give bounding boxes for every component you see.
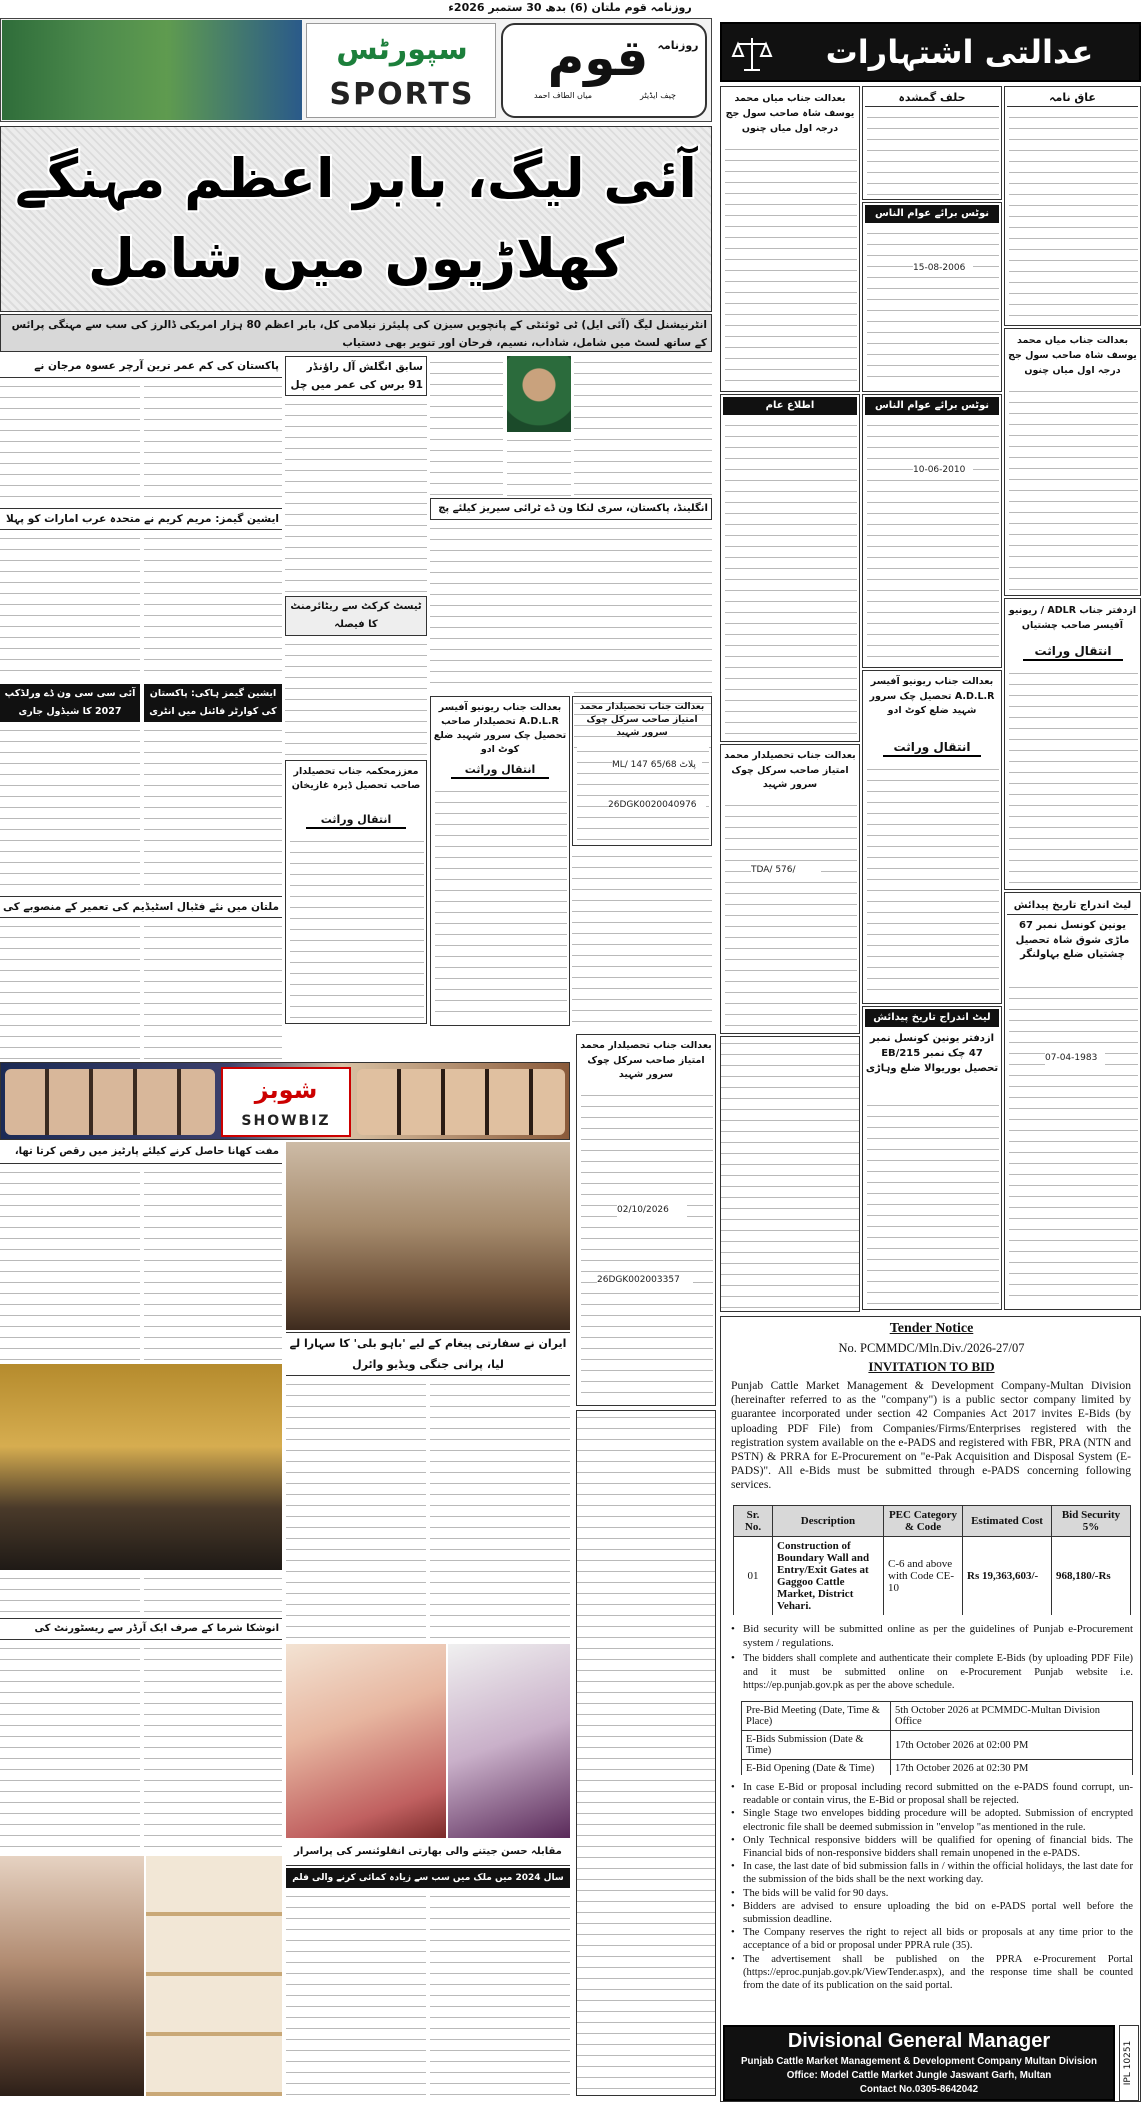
showbiz-col-b [144, 1166, 282, 1362]
tender-footer-contact: Contact No.0305-8642042 [859, 2084, 979, 2095]
showbiz-story-title-4: مقابلہ حسن جیتنے والی بھارتی انفلوئنسر کی پراسرار [286, 1840, 570, 1866]
notice-sub: انتقال وراثت [1023, 641, 1123, 661]
tender-bullet-text: The advertisement shall be published on the PPRA e-Procurement Portal (https://eproc.punjab.gov.pk/ViewTender.aspx), and the response time shall be counted from the date of its publication on the said portal. [743, 1953, 1133, 1992]
th-pec: PEC Category & Code [884, 1506, 963, 1537]
sports-col-k [0, 724, 140, 892]
showbiz-label-urdu: شوبز [254, 1076, 318, 1104]
tender-bullet: • The Company reserves the right to reject all bids or proposals at any time prior to the acceptance of a bid or proposal under PPRA rule (35). [731, 1927, 1133, 1952]
notice-title: بعدالت جناب میاں محمد یوسف شاہ صاحب سول جج درجہ اول میاں چنوں [1008, 335, 1137, 376]
main-headline: آئی لیگ، بابر اعظم مہنگے کھلاڑیوں میں شامل [15, 147, 697, 290]
sports-col-b [430, 356, 503, 496]
sports-col-e [285, 398, 427, 594]
tender-bullet: • In case E-Bid or proposal including record submitted on the e-PADS found corrupt, un-readable or contain virus, the E-Bid or proposal shall be rejected. [731, 1782, 1133, 1807]
notice-continuation-col [576, 1410, 716, 2096]
sports-col-l [285, 638, 427, 756]
sports-label-en: SPORTS [329, 77, 475, 112]
showbiz-col-g [0, 1642, 140, 1852]
notice-body [1009, 667, 1138, 885]
notice-code-d: 26DGK002003357 [597, 1275, 693, 1287]
masthead-chief-editor-name: میاں الطاف احمد [533, 91, 593, 100]
dateline: روزنامہ قوم ملتان (6) بدھ 30 ستمبر 2026ء [448, 1, 692, 14]
sports-area-notice-2 [285, 760, 427, 1024]
showbiz-col-j [430, 1890, 570, 2095]
baahubali-photo [286, 1142, 570, 1330]
notice-code-b: 26DGK0020040976 [608, 800, 706, 812]
showbiz-banner [0, 1062, 570, 1140]
tender-bullet: • Only Technical responsive bidders will be qualified for opening of financial bids. The Financial bids of non-responsive bidders shall remain unopened in the e-PADS. [731, 1834, 1133, 1860]
showbiz-story-title-3: انوشکا شرما کے صرف ایک آرڈر سے ریسٹورنٹ کی [0, 1618, 282, 1640]
notice-body [581, 1089, 713, 1401]
story-title-worldcup: آئی سی سی ون ڈے ورلڈکپ 2027 کا شیڈول جاری [0, 684, 140, 722]
notice-adlr-chishtian [1004, 598, 1141, 890]
masthead-paper-name: قوم [547, 29, 649, 87]
tender-bullets-b [731, 1781, 1133, 2029]
tender-bullet-text: Only Technical responsive bidders will be qualified for opening of financial bids. The Financial bids of non-responsive bidders shall remain unopened in the e-PADS. [743, 1834, 1133, 1860]
notice-body [435, 785, 567, 1021]
schedule-value: 5th October 2026 at PCMMDC-Multan Division Office [891, 1702, 1133, 1731]
sports-col-d [430, 522, 712, 692]
td-estimated-cost: Rs 19,363,603/- [963, 1537, 1052, 1616]
schedule-label: E-Bid Opening (Date & Time) [742, 1760, 891, 1776]
masthead-logo [501, 23, 707, 118]
sports-col-n [0, 920, 140, 1060]
th-estimated-cost: Estimated Cost [963, 1506, 1052, 1537]
tender-footer-office: Office: Model Cattle Market Jungle Jaswant Garh, Multan [786, 2070, 1052, 2081]
notice-body [867, 763, 999, 999]
notice-title: عاق نامہ [1007, 89, 1138, 107]
tender-bullet: • In case, the last date of bid submission falls in / within the official holidays, the last date for the submission of the bids shall be the next working day. [731, 1861, 1133, 1886]
notice-title: لیٹ اندراج تاریخ پیدائش [865, 1009, 999, 1027]
tender-ref: No. PCMMDC/Mln.Div./2026-27/07 [838, 1341, 1025, 1355]
choreographer-photo [0, 1364, 282, 1570]
tender-table [733, 1505, 1131, 1615]
notice-title: بعدالت جناب ریونیو آفیسر A.D.L.R تحصیل چک سرور شہید ضلع کوٹ ادو [869, 676, 995, 716]
tender-bullet-text: The bidders shall complete and authenticate their complete E-Bids (by uploading PDF File) and it must be submitted online on e-Procurement Punjab website i.e. https://ep.punjab.gov.pk as per the above schedule. [743, 1653, 1133, 1691]
sub-headline: انٹرنیشنل لیگ (آئی ایل) ٹی ٹوئنٹی کے پانچویں سیزن کی پلیئرز نیلامی کل، بابر اعظم 80 ہزار امریکی ڈالرز کی سب سے مہنگی پرائس کے ساتھ لسٹ میں شامل، شاداب، نسیم، فرحان اور تنویر بھی دستیاب [0, 314, 712, 352]
schedule-row [742, 1760, 1133, 1776]
showbiz-col-e [0, 1572, 140, 1616]
tender-bullet-text: In case, the last date of bid submission falls in / within the official holidays, the last date for the submission of the bids shall be the next working day. [743, 1861, 1133, 1886]
td-bid-security: 968,180/-Rs [1052, 1537, 1131, 1616]
tender-intro: Punjab Cattle Market Management & Development Company-Multan Division (hereinafter referred to as the "company") is a public sector company limited by guarantee incorporated under section 42 Companies Act 2017 invites E-Bids (by uploading PDF File) from Companies/Firms/Enterprises registered with the registration system available on the e-PADS and registered with FBR, PRA (NTN and PSTN) & PRRA for E-Procurement on "e-Pak Acquisition and Disposal System (E-PADS)". All e-Bids must be submitted through e-PADS concerning following services. [731, 1379, 1131, 1492]
showbiz-col-c [286, 1378, 426, 1642]
notice-date-h: 07-04-1983 [1045, 1053, 1105, 1065]
story-title-hockey: ایشین گیمز ہاکی: پاکستان کی کوارٹر فائنل میں انٹری [144, 684, 282, 722]
tender-bullet: • The bids will be valid for 90 days. [731, 1887, 1133, 1900]
influencer-photo-right [448, 1644, 570, 1838]
notice-body [867, 227, 999, 387]
ipl-code-text: IPL 10251 [1123, 2040, 1133, 2086]
notice-title: نوٹس برائے عوام الناس [865, 205, 999, 223]
sports-col-h [0, 532, 140, 680]
tender-subtitle: INVITATION TO BID [868, 1359, 995, 1374]
notice-body [867, 111, 999, 195]
restaurant-food-photo [146, 1856, 282, 2096]
notice-body [867, 1099, 999, 1305]
notice-civil-judge-2 [720, 86, 860, 392]
notice-title: بعدالت جناب میاں محمد یوسف شاہ صاحب سول جج درجہ اول میاں چنوں [725, 93, 855, 134]
th-description: Description [773, 1506, 884, 1537]
story-title-english-allrounder: سابق انگلش آل راؤنڈر 91 برس کی عمر میں چل [285, 356, 427, 396]
notice-title: بعدالت جناب تحصیلدار محمد امتیاز صاحب سرکل چوک سرور شہید [580, 1040, 712, 1080]
td-sr: 01 [734, 1537, 773, 1616]
celebrity-faces-right [357, 1069, 565, 1135]
notice-date-f: 15-08-2006 [913, 263, 973, 275]
notice-tehsildar-col-continued [720, 1036, 860, 1312]
sports-section-label [306, 23, 496, 118]
tender-bullet: • The advertisement shall be published on the PPRA e-Procurement Portal (https://eproc.punjab.gov.pk/ViewTender.aspx), and the response time shall be counted from the date of its publication on the said portal. [731, 1953, 1133, 1992]
tender-footer-title: Divisional General Manager [787, 2030, 1051, 2052]
notice-late-birth-2 [862, 1006, 1002, 1310]
showbiz-col-d [430, 1378, 570, 1642]
main-headline-box [0, 126, 712, 312]
tender-bullet-text: The Company reserves the right to reject all bids or proposals at any time prior to the acceptance of a bid or proposal under PPRA rule (35). [743, 1927, 1133, 1952]
notice-body [290, 835, 424, 1019]
notice-public-2 [862, 394, 1002, 668]
td-description: Construction of Boundary Wall and Entry/Exit Gates at Gaggoo Cattle Market, District Vehari. [773, 1537, 884, 1616]
notice-tehsildar-2 [576, 1034, 716, 1406]
sports-col-i [144, 532, 282, 680]
notice-title: بعدالت جناب ریونیو آفیسر A.D.L.R تحصیلدار صاحب تحصیل چک سرور شہید ضلع کوٹ ادو [433, 702, 567, 755]
td-pec: C-6 and above with Code CE-10 [884, 1537, 963, 1616]
sports-masthead [0, 18, 712, 122]
tender-bullet-text: Single Stage two envelopes bidding procedure will be adopted. Submission of encrypted electronic file shall be deemed submission in "envelop "as mentioned in the rule. [743, 1808, 1133, 1833]
notice-title: حلف گمشدہ [865, 89, 999, 107]
celebrity-faces-left [5, 1069, 215, 1135]
notice-public-1 [862, 202, 1002, 392]
notice-title: ازدفتر جناب ADLR / ریونیو آفیسر صاحب چشتیاں [1008, 605, 1137, 631]
babar-azam-photo [507, 356, 571, 432]
showbiz-col-h [144, 1642, 282, 1852]
tender-bullet-text: Bidders are advised to ensure uploading the bid on e-PADS portal well before the submission deadline. [743, 1900, 1133, 1926]
showbiz-col-f [144, 1572, 282, 1616]
tender-bullet-text: Bid security will be submitted online as per the guidelines of Punjab e-Procurement system / regulations. [743, 1623, 1133, 1649]
notice-title: نوٹس برائے عوام الناس [865, 397, 999, 415]
tender-schedule [741, 1701, 1133, 1775]
notice-date-g: 10-06-2010 [913, 465, 973, 477]
notice-late-birth-1 [1004, 892, 1141, 1310]
story-title-retirement: ٹیسٹ کرکٹ سے ریٹائرمنٹ کا فیصلہ [285, 596, 427, 636]
influencer-photo-left [286, 1644, 446, 1838]
notice-code-a: ML/ 147 پلاٹ 65/68 [612, 760, 702, 772]
story-title-gold-medal: ایشین گیمز: مریم کریم نے متحدہ عرب امارات کو پہلا [0, 508, 282, 530]
showbiz-story-title-2: ایران نے سفارتی پیغام کے لیے 'باہو بلی' کا سہارا لے لیا، پرانی جنگی ویڈیو وائرل [286, 1332, 570, 1376]
anushka-virat-photo [0, 1856, 144, 2096]
notice-body [1009, 385, 1138, 591]
sports-col-j [144, 724, 282, 892]
showbiz-caption-strip: سال 2024 میں ملک میں سب سے زیادہ کمائی کرنے والی فلم [286, 1868, 570, 1888]
story-title-pitch-officials: انگلینڈ، پاکستان، سری لنکا ون ڈے ٹرائی سیریز کیلئے پچ [430, 498, 712, 520]
notice-civil-judge-1 [1004, 328, 1141, 596]
showbiz-col-a [0, 1166, 140, 1362]
notice-body [725, 143, 857, 387]
notice-public-info [720, 394, 860, 742]
tender-bullet: • Single Stage two envelopes bidding procedure will be adopted. Submission of encrypted electronic file shall be deemed submission in "envelop "as mentioned in the rule. [731, 1808, 1133, 1833]
notice-lost-oath [862, 86, 1002, 200]
notice-adlr-sarwar [862, 670, 1002, 1004]
sports-col-g [144, 380, 282, 504]
sports-col-o [144, 920, 282, 1060]
scales-icon [730, 32, 774, 76]
tender-bullet: • The bidders shall complete and authenticate their complete E-Bids (by uploading PDF File) and it must be submitted online on e-Procurement Punjab website i.e. https://ep.punjab.gov.pk as per the above schedule. [731, 1652, 1133, 1691]
notice-tehsildar-1 [720, 744, 860, 1034]
showbiz-story-title-1: مفت کھانا حاصل کرنے کیلئے پارٹیز میں رقص کرتا تھا، [0, 1142, 282, 1164]
notice-title: بعدالت جناب تحصیلدار محمد امتیاز صاحب سرکل چوک سرور شہید [579, 702, 705, 738]
notice-body [867, 419, 999, 663]
th-sr: Sr. No. [734, 1506, 773, 1537]
table-row [734, 1537, 1131, 1616]
schedule-row [742, 1731, 1133, 1760]
tender-footer [723, 2025, 1115, 2101]
masthead-daily: روزنامہ [657, 39, 699, 52]
th-bid-security: Bid Security 5% [1052, 1506, 1131, 1537]
notice-date-e: 02/10/2026 [617, 1205, 687, 1217]
schedule-value: 17th October 2026 at 02:30 PM [891, 1760, 1133, 1776]
notice-code-c: TDA/ 576/ [751, 865, 821, 877]
notice-sub: انتقال وراثت [451, 761, 549, 779]
showbiz-label-en: SHOWBIZ [241, 1113, 331, 1129]
notice-body [1009, 111, 1138, 321]
notice-body [1009, 981, 1138, 1305]
cricket-team-photo [2, 20, 302, 120]
tender-bullet-text: In case E-Bid or proposal including record submitted on the e-PADS found corrupt, un-readable or contain virus, the E-Bid or proposal shall be rejected. [743, 1782, 1133, 1807]
sports-col-m [572, 850, 712, 1026]
tender-bullet-text: The bids will be valid for 90 days. [743, 1887, 889, 1899]
notice-subtitle: یونین کونسل نمبر 67 ماڑی شوق شاہ تحصیل چشتیاں ضلع بہاولنگر [1015, 920, 1130, 960]
sports-col-c [507, 434, 571, 496]
showbiz-col-i [286, 1890, 426, 2095]
sports-label-urdu: سپورٹس [336, 32, 468, 67]
masthead-chief-editor-label: چیف ایڈیٹر [640, 91, 676, 100]
notice-title: معززمحکمہ جناب تحصیلدار صاحب تحصیل ڈیرہ غازیخان [291, 766, 421, 791]
notice-body [725, 799, 857, 1029]
schedule-label: E-Bids Submission (Date & Time) [742, 1731, 891, 1760]
notice-sub: انتقال وراثت [306, 811, 406, 829]
tender-footer-company: Punjab Cattle Market Management & Development Company Multan Division [740, 2056, 1097, 2067]
ipl-code [1119, 2025, 1139, 2101]
schedule-value: 17th October 2026 at 02:00 PM [891, 1731, 1133, 1760]
court-notices-title: عدالتی اشتہارات [825, 33, 1094, 71]
tender-title: Tender Notice [889, 1321, 974, 1336]
notice-title: اطلاع عام [723, 397, 857, 415]
court-notices-header [720, 22, 1141, 82]
sports-col-f [0, 380, 140, 504]
tender-notice [720, 1316, 1141, 2102]
notice-title: لیٹ اندراج تاریخ پیدائش [1007, 897, 1138, 915]
schedule-label: Pre-Bid Meeting (Date, Time & Place) [742, 1702, 891, 1731]
notice-sub: انتقال وراثت [883, 737, 981, 757]
notice-subtitle: ازدفتر یونین کونسل نمبر 47 چک نمبر 215/EB تحصیل بوریوالا ضلع وہاڑی [865, 1033, 999, 1074]
notice-aaq-nama [1004, 86, 1141, 326]
sports-area-notice-1 [430, 696, 570, 1026]
story-title-archer: پاکستان کی کم عمر ترین آرچر عسوہ مرجان نے [0, 356, 282, 378]
tender-bullet: • Bidders are advised to ensure uploading the bid on e-PADS portal well before the submission deadline. [731, 1900, 1133, 1926]
notice-body [725, 419, 857, 737]
tender-bullet: • Bid security will be submitted online as per the guidelines of Punjab e-Procurement system / regulations. [731, 1623, 1133, 1649]
showbiz-logo [221, 1067, 351, 1137]
story-title-stadium: ملتان میں نئے فٹبال اسٹیڈیم کی تعمیر کے منصوبے کی [0, 896, 282, 918]
tender-bullets-a [731, 1623, 1133, 1695]
schedule-row [742, 1702, 1133, 1731]
notice-title: بعدالت جناب تحصیلدار محمد امتیاز صاحب سرکل چوک سرور شہید [724, 750, 856, 790]
